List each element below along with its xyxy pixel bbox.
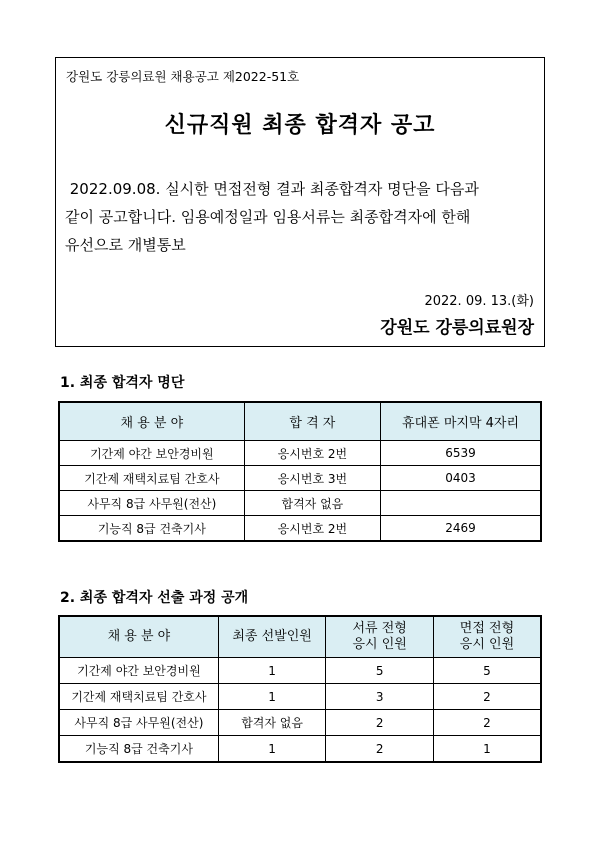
table-cell: 5	[433, 658, 541, 684]
table-row	[59, 684, 541, 710]
column-header: 합 격 자	[244, 402, 380, 441]
table-cell: 기간제 야간 보안경비원	[59, 658, 218, 684]
notice-body-line: 2022.09.08. 실시한 면접전형 결과 최종합격자 명단을 다음과	[65, 180, 479, 198]
table-cell: 기능직 8급 건축기사	[59, 516, 244, 542]
table-cell: 합격자 없음	[218, 710, 326, 736]
column-header: 서류 전형 응시 인원	[326, 616, 434, 658]
table-cell: 응시번호 2번	[244, 516, 380, 542]
column-header: 휴대폰 마지막 4자리	[381, 402, 541, 441]
table-cell: 3	[326, 684, 434, 710]
table-cell: 응시번호 3번	[244, 466, 380, 491]
table-cell: 기간제 야간 보안경비원	[59, 441, 244, 466]
table-cell	[381, 491, 541, 516]
table-cell: 기간제 재택치료팀 간호사	[59, 466, 244, 491]
table-cell: 1	[218, 736, 326, 763]
notice-date: 2022. 09. 13.(화)	[424, 294, 534, 309]
table-row	[59, 736, 541, 763]
final-candidates-table	[58, 401, 542, 542]
notice-reference: 강원도 강릉의료원 채용공고 제2022-51호	[66, 69, 300, 84]
column-header: 채 용 분 야	[59, 402, 244, 441]
table-cell: 5	[326, 658, 434, 684]
table-row	[59, 658, 541, 684]
table-cell: 기능직 8급 건축기사	[59, 736, 218, 763]
table-cell: 6539	[381, 441, 541, 466]
table-cell: 2	[433, 684, 541, 710]
table-row	[59, 516, 541, 542]
notice-issuer: 강원도 강릉의료원장	[380, 318, 534, 338]
column-header: 최종 선발인원	[218, 616, 326, 658]
notice-body-line: 유선으로 개별통보	[65, 236, 186, 254]
table-row	[59, 491, 541, 516]
table-cell: 2469	[381, 516, 541, 542]
table-cell: 2	[326, 710, 434, 736]
table-cell: 2	[326, 736, 434, 763]
table-cell: 1	[218, 658, 326, 684]
table-cell: 1	[218, 684, 326, 710]
section-1-title: 1. 최종 합격자 명단	[60, 375, 185, 391]
column-header: 면접 전형 응시 인원	[433, 616, 541, 658]
table-row	[59, 441, 541, 466]
column-header: 채 용 분 야	[59, 616, 218, 658]
table-cell: 사무직 8급 사무원(전산)	[59, 491, 244, 516]
table-cell: 1	[433, 736, 541, 763]
table-header-row	[59, 402, 541, 441]
table-header-row	[59, 616, 541, 658]
notice-body	[65, 175, 536, 259]
table-cell: 응시번호 2번	[244, 441, 380, 466]
table-cell: 2	[433, 710, 541, 736]
notice-title: 신규직원 최종 합격자 공고	[164, 113, 436, 138]
table-row	[59, 710, 541, 736]
notice-box	[55, 57, 545, 347]
notice-body-line: 같이 공고합니다. 임용예정일과 임용서류는 최종합격자에 한해	[65, 208, 471, 226]
table-cell: 합격자 없음	[244, 491, 380, 516]
table-row	[59, 466, 541, 491]
section-2-title: 2. 최종 합격자 선출 과정 공개	[60, 590, 249, 606]
selection-process-table	[58, 615, 542, 763]
table-cell: 0403	[381, 466, 541, 491]
table-cell: 기간제 재택치료팀 간호사	[59, 684, 218, 710]
table-cell: 사무직 8급 사무원(전산)	[59, 710, 218, 736]
